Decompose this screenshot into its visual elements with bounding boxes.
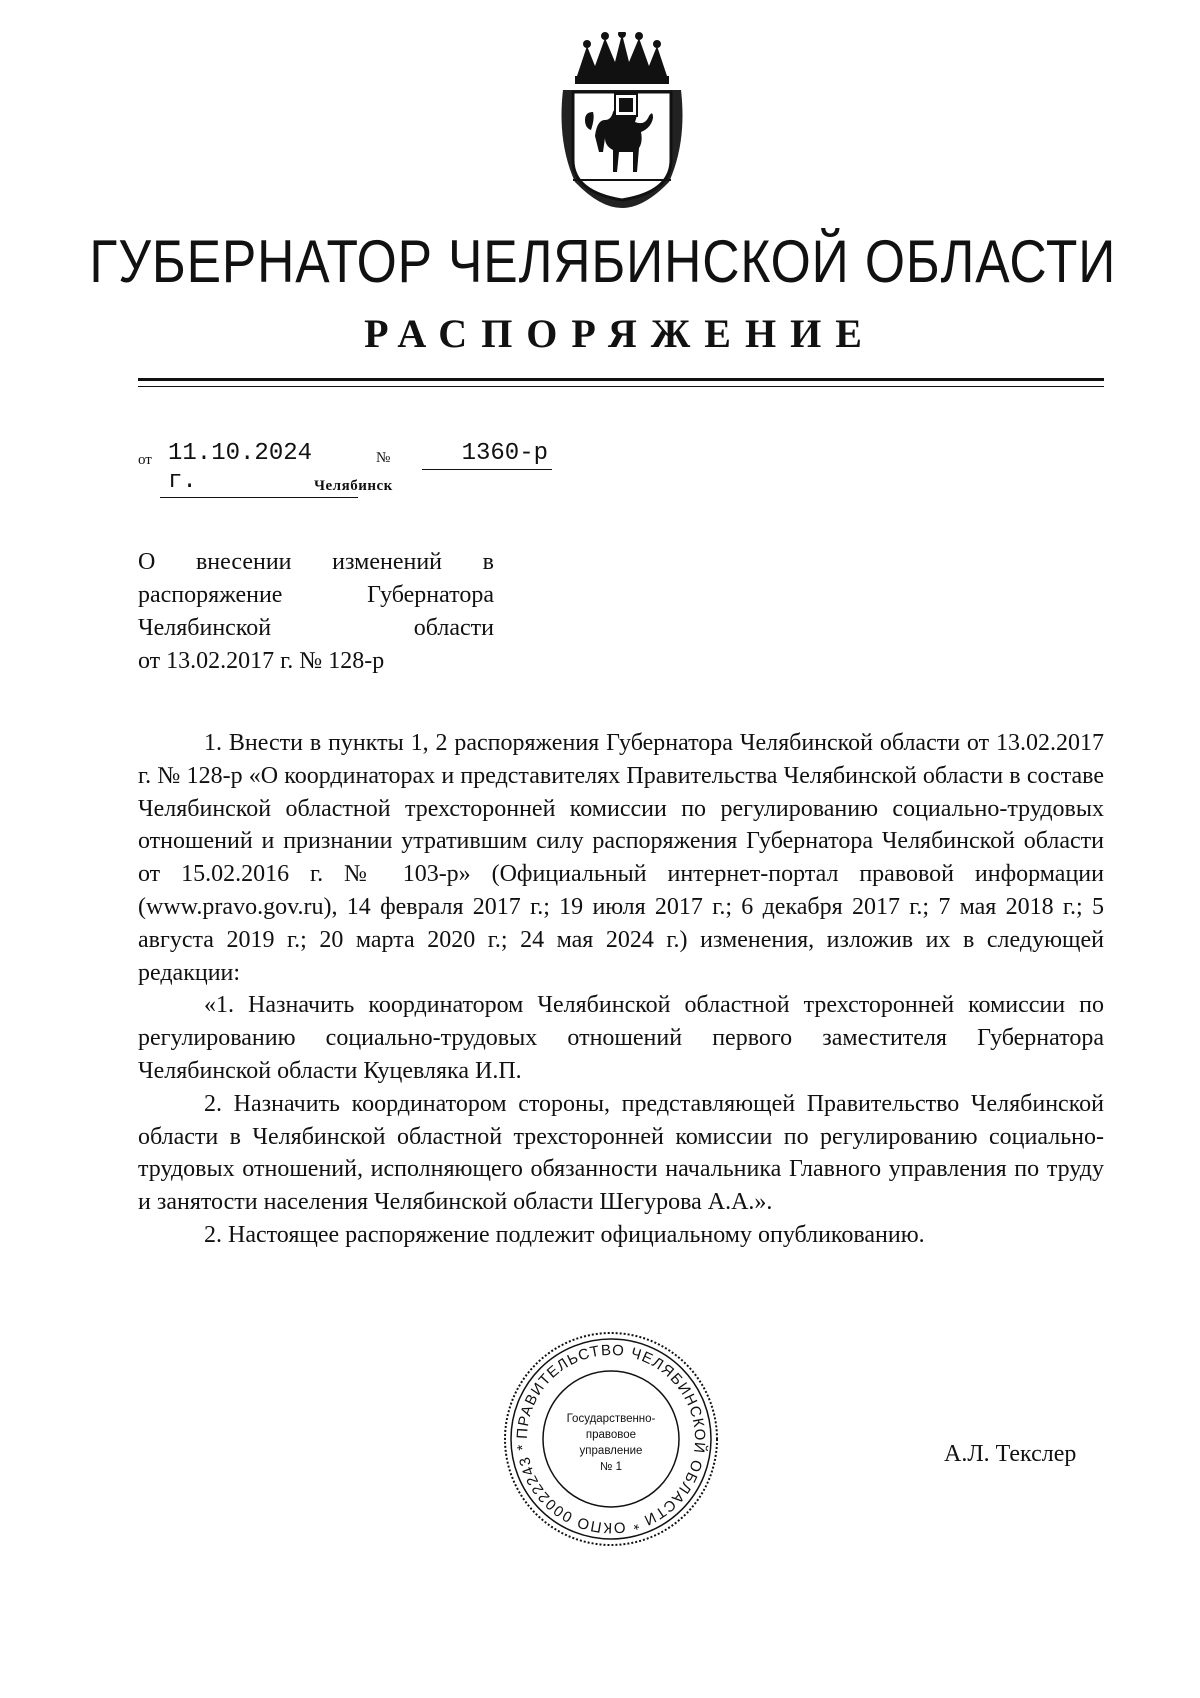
document-body	[138, 727, 1104, 1252]
number-prefix: №	[376, 450, 391, 466]
official-seal	[500, 1328, 722, 1550]
body-paragraph: 2. Назначить координатором стороны, представляющей Правительство Челябинской области в Челябинской областной трехсторонней комиссии по регулированию социально-трудовых отношений, исполняющего обязанности начальника Главного управления по труду и занятости населения Челябинской области Шегурова А.А.».	[138, 1090, 1104, 1216]
document-city: Челябинск	[314, 478, 393, 494]
subject-line: от 13.02.2017 г. № 128-р	[138, 648, 385, 674]
header-divider-thick	[138, 378, 1104, 381]
subject-line: распоряжение Губернатора	[138, 582, 494, 608]
seal-outer-text: ПРАВИТЕЛЬСТВО ЧЕЛЯБИНСКОЙ ОБЛАСТИ * ОКПО 00022243 *	[513, 1341, 709, 1537]
coat-of-arms-emblem	[555, 32, 689, 208]
seal-inner-line: управление	[579, 1445, 643, 1457]
signatory-name: А.Л. Текслер	[944, 1441, 1077, 1467]
subject-line: О внесении изменений в	[138, 549, 494, 575]
date-prefix: от	[138, 452, 152, 468]
body-paragraph: 2. Настоящее распоряжение подлежит официальному опубликованию.	[204, 1221, 925, 1248]
seal-inner-line: правовое	[585, 1429, 637, 1441]
issuer-title: ГУБЕРНАТОР ЧЕЛЯБИНСКОЙ ОБЛАСТИ	[89, 228, 1117, 295]
document-date: 11.10.2024 г.	[160, 440, 358, 498]
header-divider-thin	[138, 386, 1104, 387]
body-paragraph: 1. Внести в пункты 1, 2 распоряжения Губернатора Челябинской области от 13.02.2017 г. № 128-р «О координаторах и представителях Правительства Челябинской области в составе Челябинской областной трехсторонней комиссии по регулированию социально-трудовых отношений и признании утратившим силу распоряжения Губернатора Челябинской области от 15.02.2016 г. № 103-р» (Официальный интернет-портал правовой информации (www.pravo.gov.ru), 14 февраля 2017 г.; 19 июля 2017 г.; 6 декабря 2017 г.; 7 мая 2018 г.; 5 августа 2019 г.; 20 марта 2020 г.; 24 мая 2024 г.) изменения, изложив их в следующей редакции:	[138, 730, 1104, 986]
document-number: 1360-р	[422, 440, 552, 470]
seal-inner-line: № 1	[600, 1461, 622, 1473]
body-paragraph: «1. Назначить координатором Челябинской областной трехсторонней комиссии по регулированию социально-трудовых отношений первого заместителя Губернатора Челябинской области Куцевляка И.П.	[138, 992, 1104, 1084]
document-type: РАСПОРЯЖЕНИЕ	[364, 311, 876, 356]
seal-inner-line: Государственно-	[566, 1413, 656, 1425]
subject-line: Челябинской области	[138, 615, 494, 641]
document-subject	[138, 546, 494, 678]
